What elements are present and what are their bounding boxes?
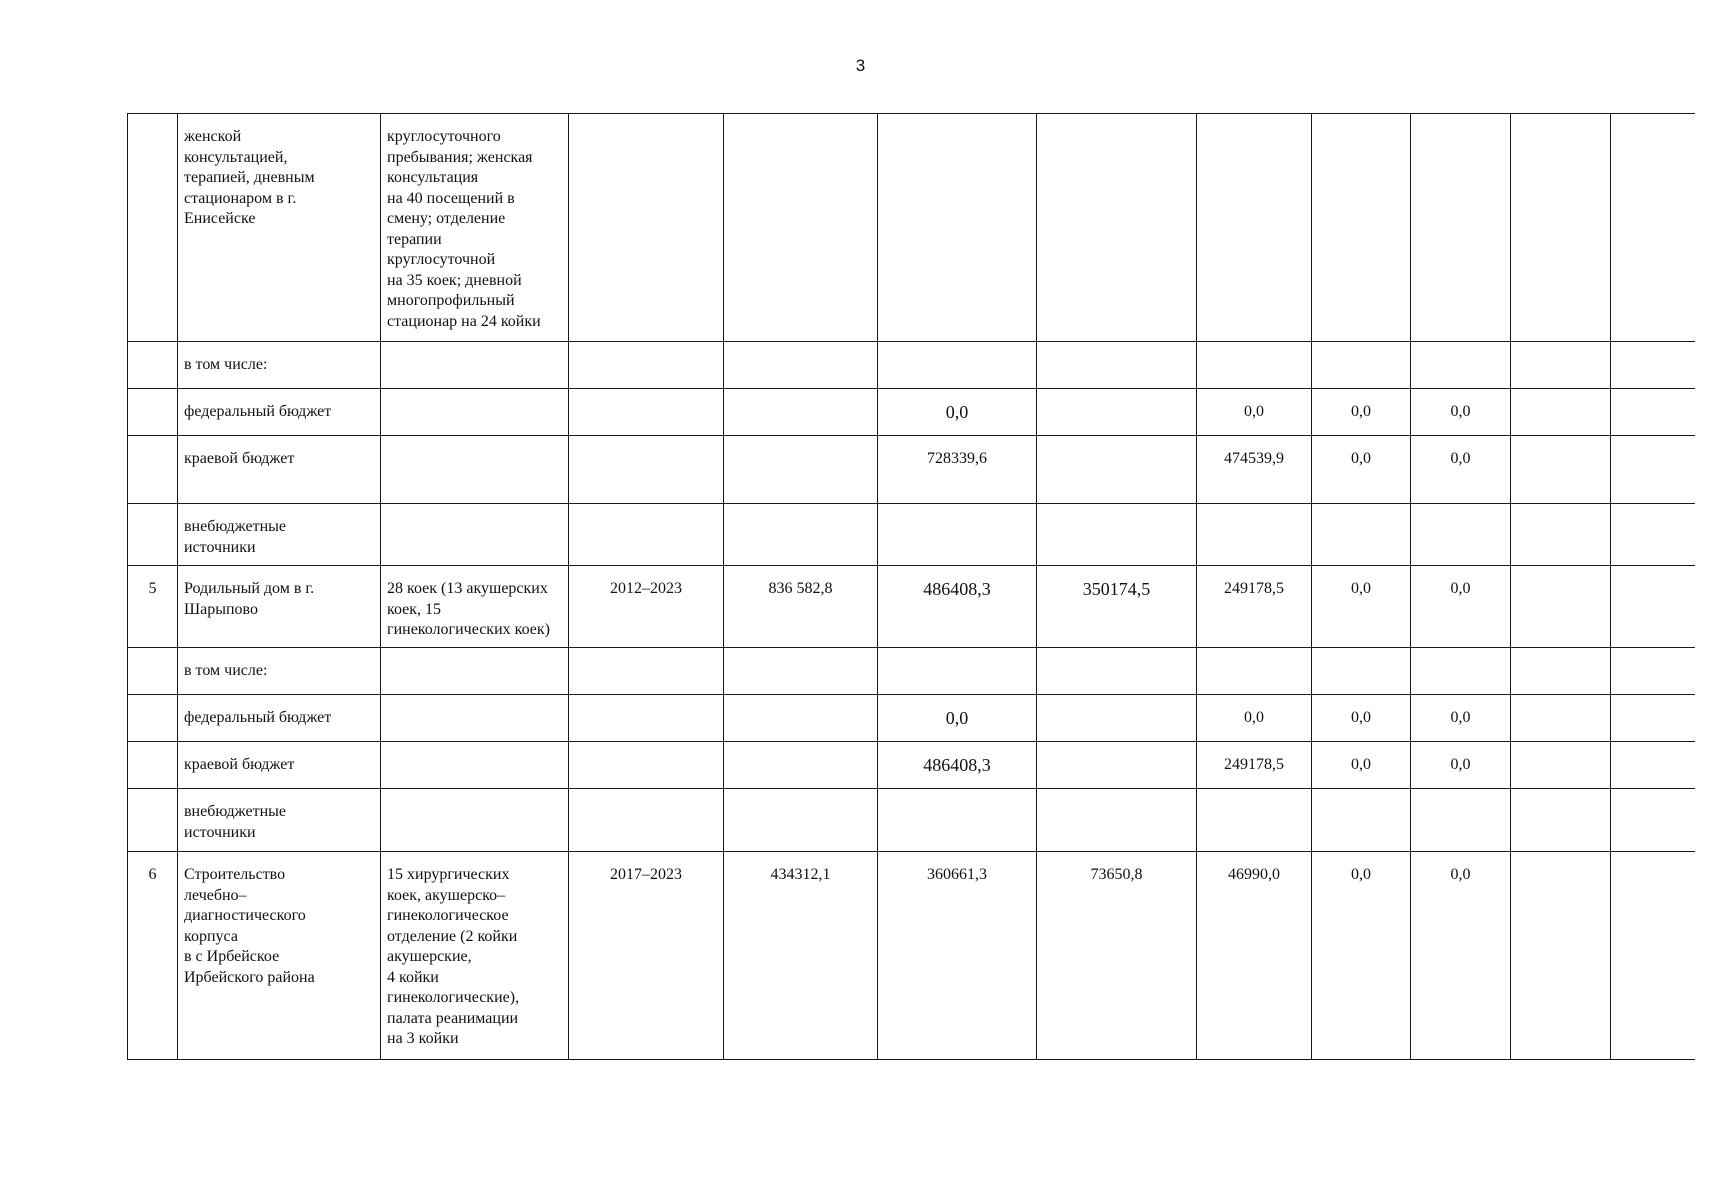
value-cell-c: 249178,5: [1197, 566, 1312, 648]
value-cell-c: 0,0: [1197, 389, 1312, 436]
value-cell-f: [1511, 389, 1611, 436]
value-cell-b: [1037, 742, 1197, 789]
value-cell-e: [1411, 789, 1511, 852]
period-cell: [569, 695, 724, 742]
value-cell-e: 0,0: [1411, 566, 1511, 648]
value-cell-a: [878, 504, 1037, 566]
estimate-cost-cell: 836 582,8: [724, 566, 878, 648]
value-cell-b: [1037, 436, 1197, 504]
table-row: [128, 436, 1695, 504]
value-cell-b: 73650,8: [1037, 852, 1197, 1060]
table-row: [128, 852, 1695, 1060]
value-cell-b: [1037, 695, 1197, 742]
table-row: [128, 566, 1695, 648]
estimate-cost-cell: [724, 695, 878, 742]
value-cell-d: [1312, 504, 1411, 566]
value-cell-f: [1511, 789, 1611, 852]
value-cell-a: [878, 789, 1037, 852]
row-number-cell: [128, 789, 178, 852]
value-cell-g: [1611, 695, 1695, 742]
table-row: [128, 389, 1695, 436]
value-cell-b: [1037, 114, 1197, 342]
value-cell-e: 0,0: [1411, 742, 1511, 789]
period-cell: 2017–2023: [569, 852, 724, 1060]
value-cell-d: 0,0: [1312, 436, 1411, 504]
row-number-cell: [128, 504, 178, 566]
period-cell: [569, 789, 724, 852]
table-row: [128, 114, 1695, 342]
value-cell-f: [1511, 566, 1611, 648]
value-cell-g: [1611, 789, 1695, 852]
table-row: [128, 789, 1695, 852]
estimate-cost-cell: [724, 504, 878, 566]
value-cell-c: 0,0: [1197, 695, 1312, 742]
value-cell-d: 0,0: [1312, 566, 1411, 648]
value-cell-c: [1197, 504, 1312, 566]
row-number-cell: [128, 114, 178, 342]
value-cell-b: 350174,5: [1037, 566, 1197, 648]
estimate-cost-cell: [724, 742, 878, 789]
value-cell-c: [1197, 648, 1312, 695]
row-number-cell: 6: [128, 852, 178, 1060]
value-cell-c: 46990,0: [1197, 852, 1312, 1060]
capacity-cell: [381, 789, 569, 852]
value-cell-d: 0,0: [1312, 389, 1411, 436]
capacity-cell: [381, 742, 569, 789]
estimate-cost-cell: 434312,1: [724, 852, 878, 1060]
row-number-cell: [128, 342, 178, 389]
value-cell-g: [1611, 566, 1695, 648]
value-cell-e: [1411, 648, 1511, 695]
object-name-cell: федеральный бюджет: [178, 389, 381, 436]
budget-table: [127, 113, 1695, 1060]
table-row: [128, 695, 1695, 742]
estimate-cost-cell: [724, 436, 878, 504]
table-body: [128, 114, 1695, 1060]
period-cell: 2012–2023: [569, 566, 724, 648]
value-cell-g: [1611, 648, 1695, 695]
row-number-cell: [128, 648, 178, 695]
page-number: 3: [855, 56, 866, 75]
value-cell-d: [1312, 114, 1411, 342]
value-cell-g: [1611, 389, 1695, 436]
capacity-cell: [381, 342, 569, 389]
value-cell-e: [1411, 114, 1511, 342]
value-cell-g: [1611, 342, 1695, 389]
value-cell-f: [1511, 342, 1611, 389]
value-cell-e: 0,0: [1411, 389, 1511, 436]
value-cell-f: [1511, 695, 1611, 742]
table-row: [128, 648, 1695, 695]
value-cell-a: [878, 114, 1037, 342]
value-cell-e: [1411, 504, 1511, 566]
capacity-cell: [381, 436, 569, 504]
value-cell-a: 0,0: [878, 389, 1037, 436]
capacity-cell: [381, 504, 569, 566]
value-cell-a: 0,0: [878, 695, 1037, 742]
value-cell-e: 0,0: [1411, 852, 1511, 1060]
period-cell: [569, 504, 724, 566]
object-name-cell: женской консультацией, терапией, дневным стационаром в г. Енисейске: [178, 114, 381, 342]
estimate-cost-cell: [724, 648, 878, 695]
value-cell-g: [1611, 114, 1695, 342]
value-cell-f: [1511, 436, 1611, 504]
object-name-cell: в том числе:: [178, 648, 381, 695]
estimate-cost-cell: [724, 342, 878, 389]
row-number-cell: [128, 742, 178, 789]
value-cell-a: [878, 342, 1037, 389]
object-name-cell: внебюджетные источники: [178, 504, 381, 566]
value-cell-b: [1037, 648, 1197, 695]
value-cell-b: [1037, 389, 1197, 436]
value-cell-f: [1511, 648, 1611, 695]
period-cell: [569, 114, 724, 342]
value-cell-c: [1197, 342, 1312, 389]
object-name-cell: внебюджетные источники: [178, 789, 381, 852]
estimate-cost-cell: [724, 389, 878, 436]
value-cell-d: [1312, 789, 1411, 852]
value-cell-a: 486408,3: [878, 742, 1037, 789]
value-cell-f: [1511, 742, 1611, 789]
object-name-cell: в том числе:: [178, 342, 381, 389]
value-cell-g: [1611, 852, 1695, 1060]
value-cell-c: 474539,9: [1197, 436, 1312, 504]
value-cell-g: [1611, 504, 1695, 566]
object-name-cell: Родильный дом в г. Шарыпово: [178, 566, 381, 648]
value-cell-c: [1197, 114, 1312, 342]
capacity-cell: [381, 648, 569, 695]
estimate-cost-cell: [724, 789, 878, 852]
capacity-cell: 28 коек (13 акушерских коек, 15 гинекологических коек): [381, 566, 569, 648]
value-cell-d: [1312, 342, 1411, 389]
period-cell: [569, 648, 724, 695]
value-cell-d: [1312, 648, 1411, 695]
value-cell-e: 0,0: [1411, 436, 1511, 504]
value-cell-b: [1037, 342, 1197, 389]
value-cell-f: [1511, 504, 1611, 566]
object-name-cell: краевой бюджет: [178, 742, 381, 789]
row-number-cell: [128, 436, 178, 504]
capacity-cell: [381, 695, 569, 742]
capacity-cell: [381, 389, 569, 436]
capacity-cell: круглосуточного пребывания; женская консультация на 40 посещений в смену; отделение терапии круглосуточной на 35 коек; дневной многопрофильный стационар на 24 койки: [381, 114, 569, 342]
period-cell: [569, 436, 724, 504]
value-cell-f: [1511, 114, 1611, 342]
period-cell: [569, 742, 724, 789]
period-cell: [569, 389, 724, 436]
object-name-cell: Строительство лечебно– диагностического корпуса в с Ирбейское Ирбейского района: [178, 852, 381, 1060]
table-row: [128, 742, 1695, 789]
capacity-cell: 15 хирургических коек, акушерско– гинекологическое отделение (2 койки акушерские, 4 койки гинекологические), палата реанимации на 3 койки: [381, 852, 569, 1060]
table-row: [128, 342, 1695, 389]
value-cell-d: 0,0: [1312, 742, 1411, 789]
value-cell-a: 360661,3: [878, 852, 1037, 1060]
value-cell-d: 0,0: [1312, 852, 1411, 1060]
value-cell-c: 249178,5: [1197, 742, 1312, 789]
row-number-cell: [128, 695, 178, 742]
period-cell: [569, 342, 724, 389]
value-cell-b: [1037, 789, 1197, 852]
value-cell-g: [1611, 436, 1695, 504]
row-number-cell: [128, 389, 178, 436]
value-cell-a: 486408,3: [878, 566, 1037, 648]
value-cell-c: [1197, 789, 1312, 852]
estimate-cost-cell: [724, 114, 878, 342]
value-cell-f: [1511, 852, 1611, 1060]
value-cell-a: 728339,6: [878, 436, 1037, 504]
object-name-cell: краевой бюджет: [178, 436, 381, 504]
value-cell-b: [1037, 504, 1197, 566]
value-cell-e: [1411, 342, 1511, 389]
row-number-cell: 5: [128, 566, 178, 648]
value-cell-e: 0,0: [1411, 695, 1511, 742]
object-name-cell: федеральный бюджет: [178, 695, 381, 742]
value-cell-a: [878, 648, 1037, 695]
value-cell-g: [1611, 742, 1695, 789]
value-cell-d: 0,0: [1312, 695, 1411, 742]
table-row: [128, 504, 1695, 566]
